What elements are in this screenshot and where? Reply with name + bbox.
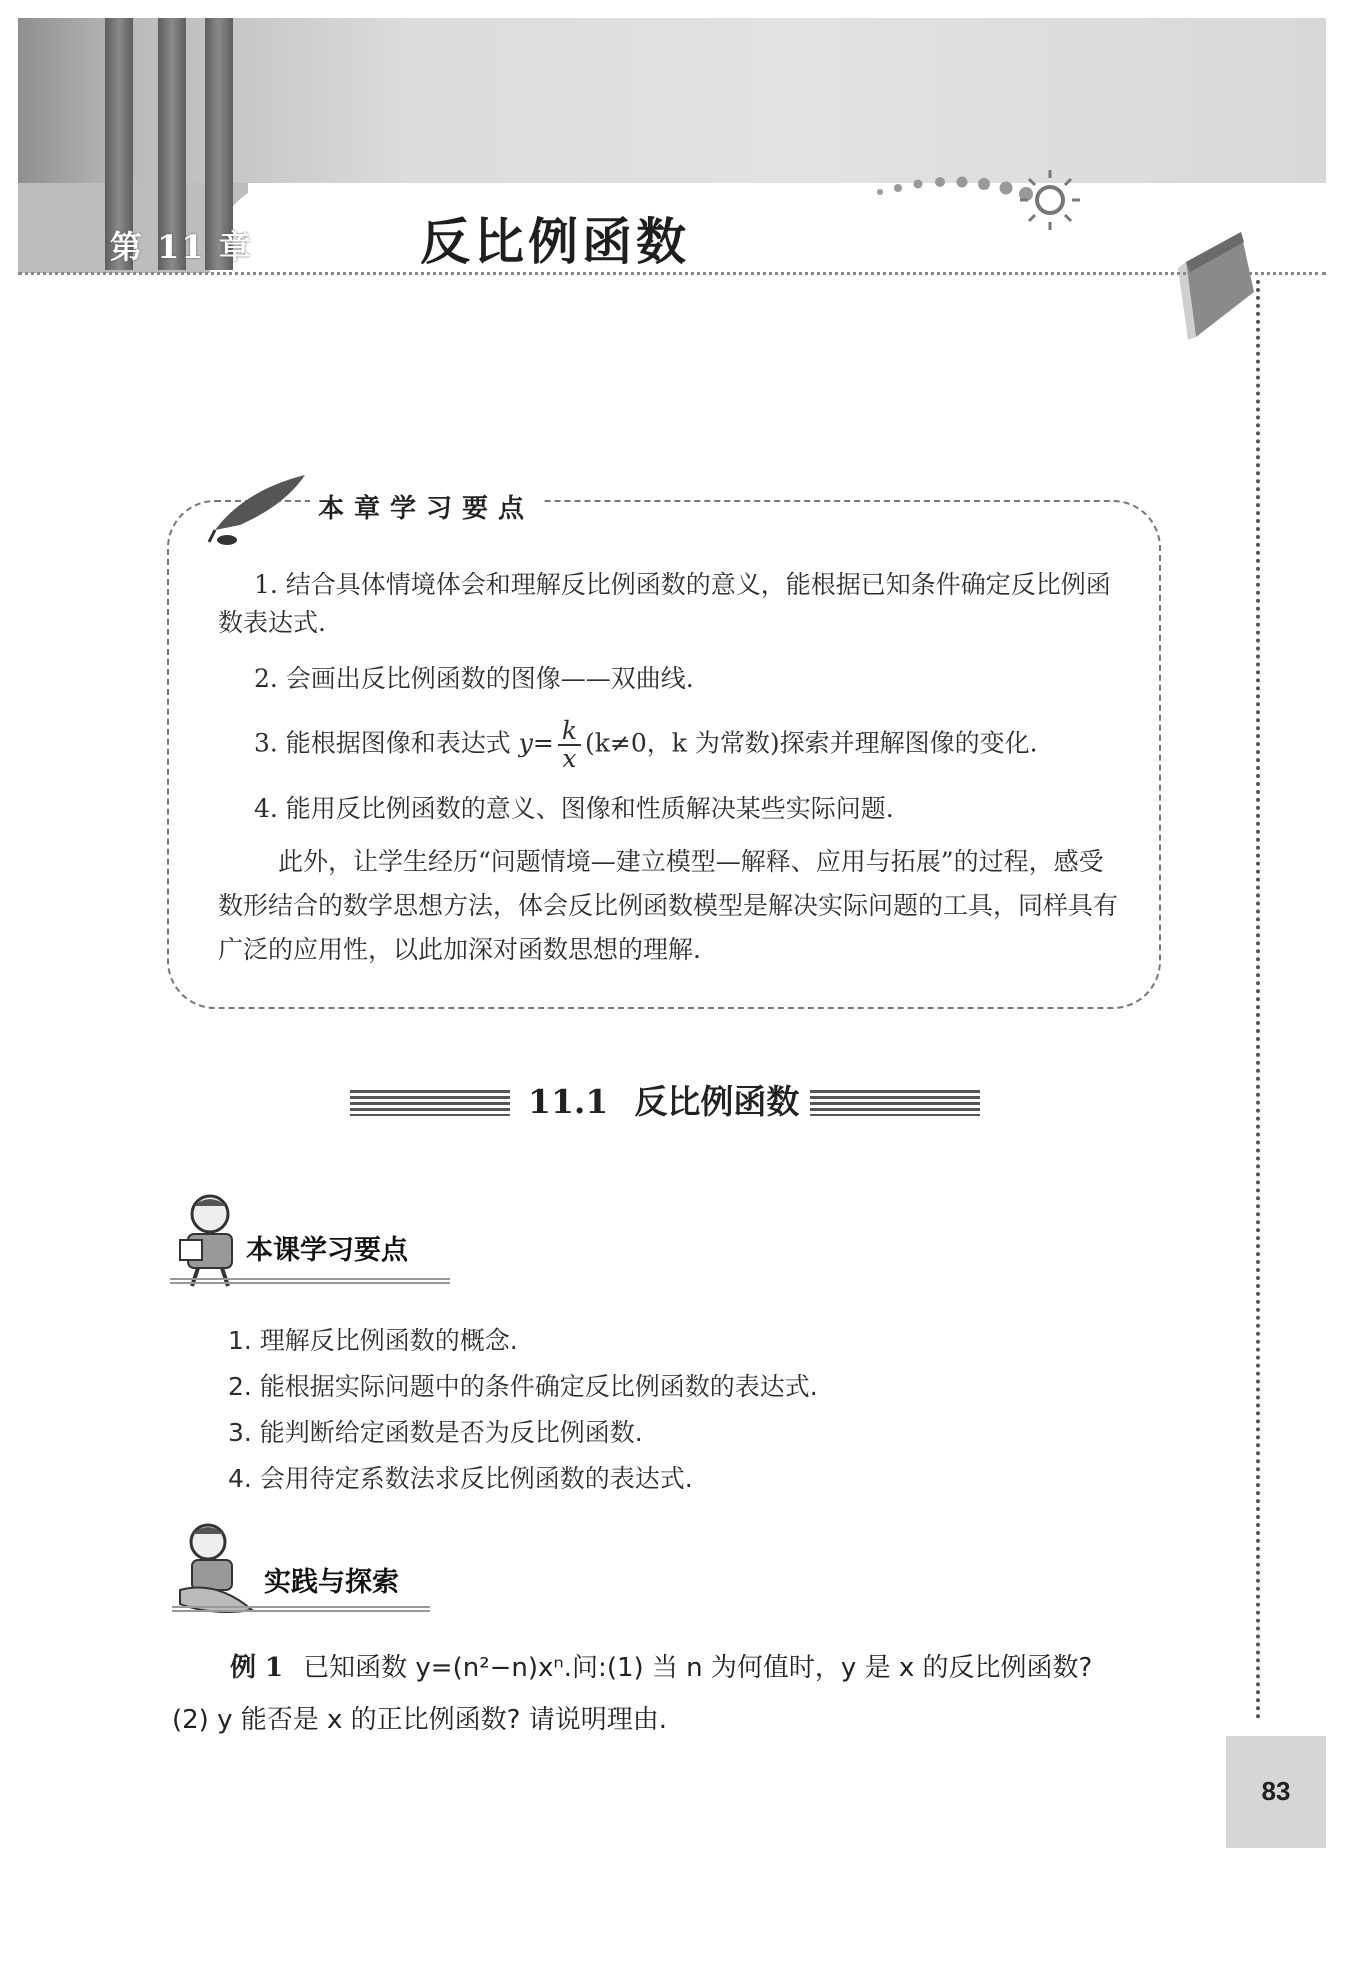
section-title-bar-right xyxy=(810,1090,980,1116)
formula-equals: = xyxy=(532,728,554,758)
chapter-goal-text: (k≠0，k 为常数)探索并理解图像的变化. xyxy=(584,728,1038,758)
chapter-goal-text: 此外，让学生经历“问题情境—建立模型—解释、应用与拓展”的过程，感受数形结合的数学思想方法，体会反比例函数模型是解决实际问题的工具，同样具有广泛的应用性，以此加深对函数思想的理解. xyxy=(218,847,1119,964)
practice-underline xyxy=(172,1606,430,1612)
fraction-denominator: x xyxy=(562,744,577,773)
example-1 xyxy=(172,1642,1182,1746)
chapter-goal-item-2 xyxy=(218,660,1128,698)
lesson-goal-item: 4. 会用待定系数法求反比例函数的表达式. xyxy=(228,1464,693,1493)
section-title xyxy=(528,1076,799,1123)
student-reading-icon xyxy=(170,1190,250,1290)
chapter-goal-text: 4. 能用反比例函数的意义、图像和性质解决某些实际问题. xyxy=(254,794,894,823)
section-title-bar-left xyxy=(350,1090,510,1116)
example-text: (2) y 能否是 x 的正比例函数? 请说明理由. xyxy=(172,1705,667,1735)
fraction-numerator: k xyxy=(558,718,581,746)
example-line-2 xyxy=(172,1694,1182,1746)
chapter-goal-text: 3. 能根据图像和表达式 xyxy=(254,728,519,758)
lesson-goal-list xyxy=(228,1318,1128,1502)
chapter-goals-heading: 本章学习要点 xyxy=(310,488,542,525)
example-text: 已知函数 y=(n²−n)xⁿ.问:(1) 当 n 为何值时，y 是 x 的反比例函数? xyxy=(303,1653,1093,1683)
chapter-goal-text: 2. 会画出反比例函数的图像——双曲线. xyxy=(254,664,694,693)
chapter-goal-item-1 xyxy=(218,566,1128,642)
title-tab xyxy=(210,183,1326,273)
chapter-label: 第 11 章 xyxy=(110,228,253,266)
lesson-goal-item: 1. 理解反比例函数的概念. xyxy=(228,1326,518,1355)
section-number: 11.1 xyxy=(528,1082,609,1121)
chapter-title: 反比例函数 xyxy=(420,213,690,271)
example-label: 例 1 xyxy=(230,1653,284,1683)
example-line-1 xyxy=(172,1642,1182,1694)
book-icon xyxy=(1166,232,1256,342)
lesson-goals-heading: 本课学习要点 xyxy=(246,1235,408,1266)
lesson-goal-item: 3. 能判断给定函数是否为反比例函数. xyxy=(228,1418,643,1447)
section-name: 反比例函数 xyxy=(634,1082,800,1121)
chapter-goal-item-3 xyxy=(254,718,1164,772)
margin-dotted-line xyxy=(1256,280,1260,1720)
lesson-goal-item: 2. 能根据实际问题中的条件确定反比例函数的表达式. xyxy=(228,1372,818,1401)
sun-dots-icon xyxy=(860,160,1120,240)
formula-y: y xyxy=(518,728,533,758)
chapter-goal-item-4 xyxy=(218,790,1128,828)
formula-fraction xyxy=(558,718,581,772)
lesson-goals-underline xyxy=(170,1278,450,1284)
quill-icon xyxy=(205,470,315,550)
practice-heading: 实践与探索 xyxy=(264,1567,399,1598)
chapter-goals-extra xyxy=(218,840,1128,972)
chapter-goal-text: 1. 结合具体情境体会和理解反比例函数的意义，能根据已知条件确定反比例函数表达式. xyxy=(218,570,1111,637)
header-dotted-line xyxy=(18,272,1326,275)
page-number: 83 xyxy=(1261,1776,1291,1806)
student-running-icon xyxy=(172,1520,262,1620)
